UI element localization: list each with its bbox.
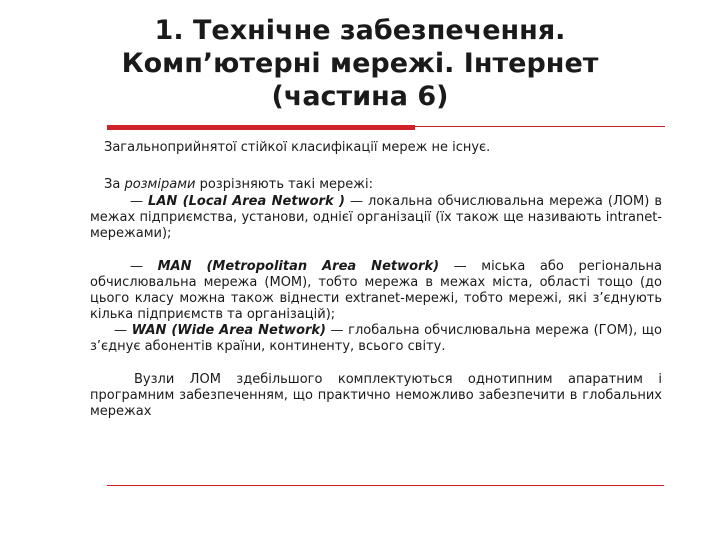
wan-description: — глобальна обчислювальна мережа (ГОМ), що з’єднує абонентів країни, континенту, всього світу. (90, 323, 662, 354)
bottom-divider (107, 485, 664, 486)
wan-dash: — (114, 323, 132, 338)
title-line-3: (частина 6) (271, 81, 449, 112)
list-item-wan (90, 323, 662, 355)
paragraph-by-size (104, 177, 664, 193)
title-underline-thick (107, 125, 415, 130)
paragraph-text: Загальноприйнятої стійкої класифікації мереж не існує. (104, 140, 491, 155)
title-underline-thin (415, 126, 665, 127)
wan-text (90, 323, 662, 355)
lan-nodes-text: Вузли ЛОМ здебільшого комплектуються однотипним апаратним і програмним забезпеченням, що практично неможливо забезпечити в глобальних мережах (90, 372, 662, 419)
list-item-lan (90, 194, 662, 242)
by-size-suffix: розрізняють такі мережі: (195, 177, 374, 192)
title-line-1: 1. Технічне забезпечення. (154, 15, 566, 46)
title-line-2: Комп’ютерні мережі. Інтернет (121, 48, 599, 79)
paragraph-no-classification (104, 140, 664, 156)
by-size-emphasis: розмірами (124, 177, 196, 192)
paragraph-lan-nodes (90, 372, 662, 420)
wan-term: WAN (Wide Area Network) (131, 323, 326, 338)
by-size-line (104, 177, 664, 193)
lan-dash: — (130, 194, 149, 209)
list-item-man (90, 259, 662, 323)
man-dash: — (130, 259, 158, 274)
man-text (90, 259, 662, 323)
slide-title (60, 14, 660, 113)
lan-description: — локальна обчислювальна мережа (ЛОМ) в межах підприємства, установи, однієї організації (їх також ще називають intranet-мережами); (90, 194, 662, 241)
lan-text (90, 194, 662, 242)
lan-term: LAN (Local Area Network ) (148, 194, 345, 209)
by-size-prefix: За (104, 177, 125, 192)
man-term: MAN (Metropolitan Area Network) (157, 259, 440, 274)
man-description: — міська або регіональна обчислювальна мережа (МОМ), тобто мережа в межах міста, області тощо (до цього класу можна також віднести extranet-мережі, тобто мережі, які з’єднують кілька підприємств та організацій); (90, 259, 662, 322)
